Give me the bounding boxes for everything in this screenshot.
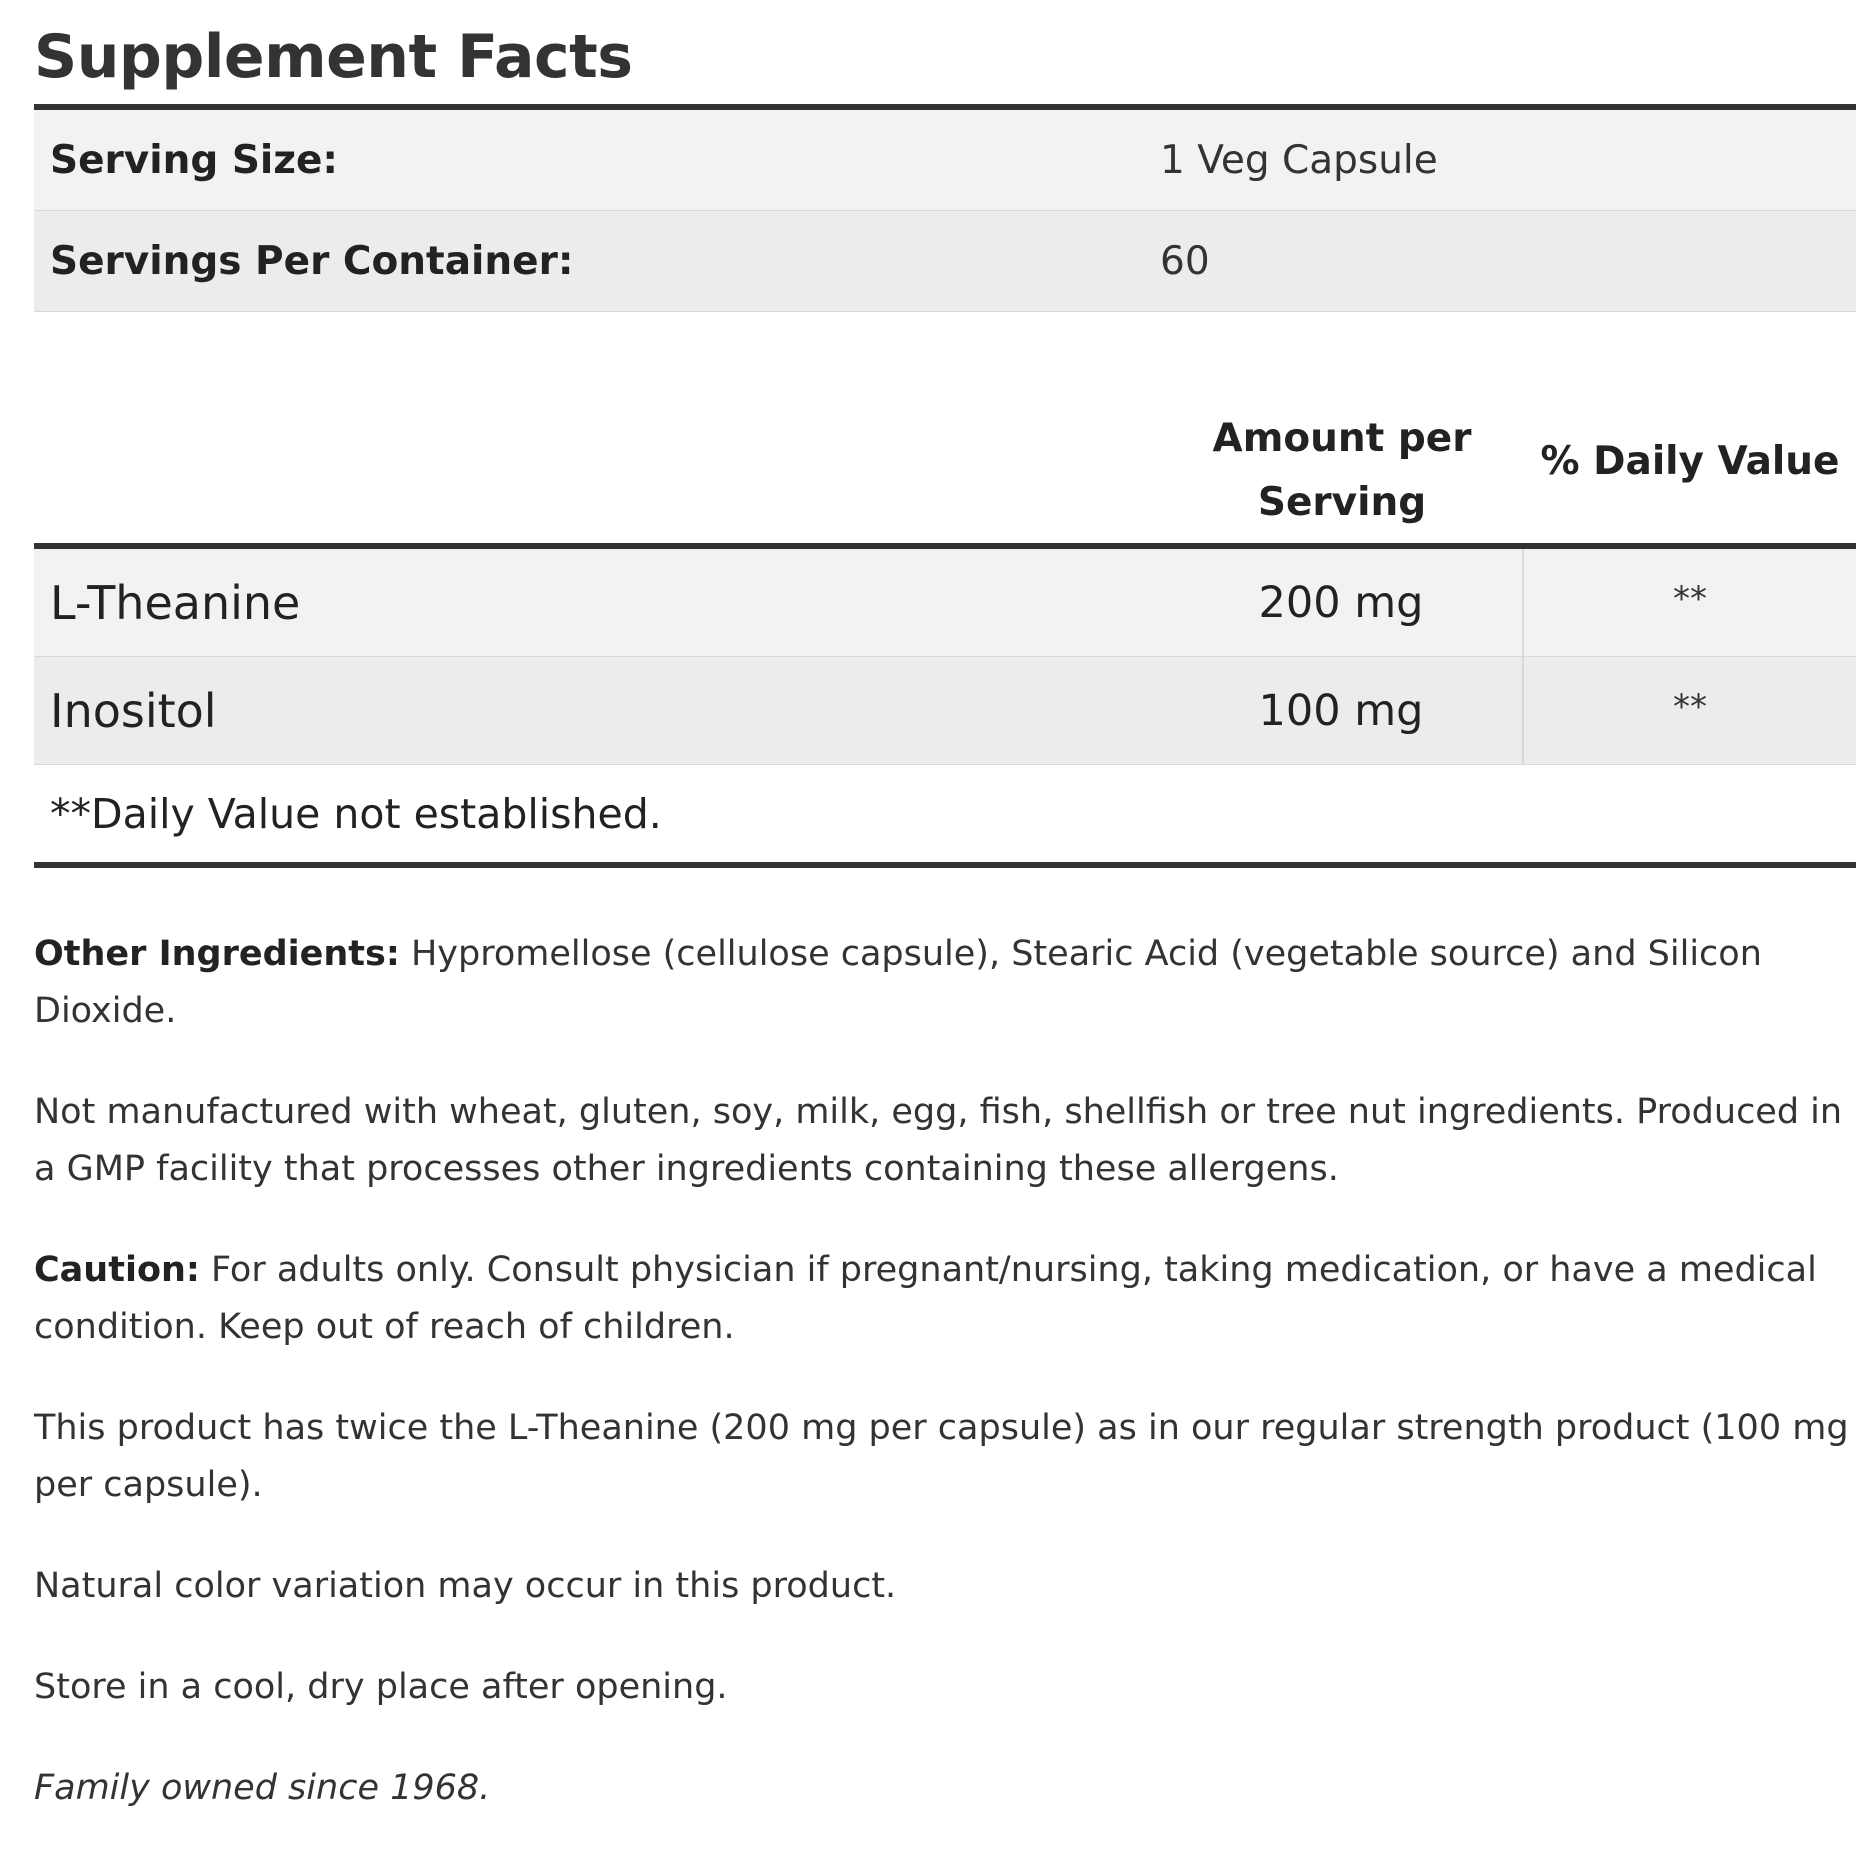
other-ingredients-label: Other Ingredients: [34,934,400,974]
daily-value-header: % Daily Value [1540,439,1840,484]
servings-per-container-label: Servings Per Container: [50,238,574,284]
serving-size-row [34,110,1856,210]
daily-value-footnote: **Daily Value not established. [50,789,662,838]
table-header [34,312,1856,543]
servings-per-container-value: 60 [1160,238,1210,284]
serving-size-value: 1 Veg Capsule [1160,137,1438,183]
header-spacer [34,407,1160,543]
strength-statement: This product has twice the L-Theanine (200 mg per capsule) as in our regular strength product (100 mg per capsule). [34,1408,1849,1505]
nutrient-amount: 100 mg [1160,657,1524,764]
supplement-facts-panel [34,0,1856,1861]
amount-header-line1: Amount per [1212,416,1472,461]
table-row [34,657,1856,764]
color-variation-statement: Natural color variation may occur in this product. [34,1566,897,1606]
caution-statement [34,1242,1856,1356]
page-title: Supplement Facts [34,22,633,92]
other-ingredients-text: Hypromellose (cellulose capsule), Stearic Acid (vegetable source) and Silicon Dioxide. [34,934,1762,1031]
nutrient-amount: 200 mg [1160,549,1524,656]
table-row [34,549,1856,656]
caution-text: For adults only. Consult physician if pregnant/nursing, taking medication, or have a medical condition. Keep out of reach of children. [34,1250,1817,1347]
amount-per-serving-header [1160,407,1524,543]
caution-label: Caution: [34,1250,200,1290]
family-owned-statement: Family owned since 1968. [34,1768,491,1808]
other-ingredients [34,926,1856,1040]
servings-per-container-row [34,211,1856,311]
storage-statement: Store in a cool, dry place after opening. [34,1667,728,1707]
nutrient-daily-value: ** [1673,579,1707,619]
product-notes [34,868,1856,1817]
nutrient-name: L-Theanine [50,575,301,630]
nutrient-name: Inositol [50,683,217,738]
allergen-statement: Not manufactured with wheat, gluten, soy, milk, egg, fish, shellfish or tree nut ingredients. Produced in a GMP facility that processes other ingredients containing these allergens. [34,1092,1843,1189]
amount-header-line2: Serving [1257,480,1427,525]
nutrient-daily-value: ** [1673,687,1707,727]
serving-size-label: Serving Size: [50,137,339,183]
